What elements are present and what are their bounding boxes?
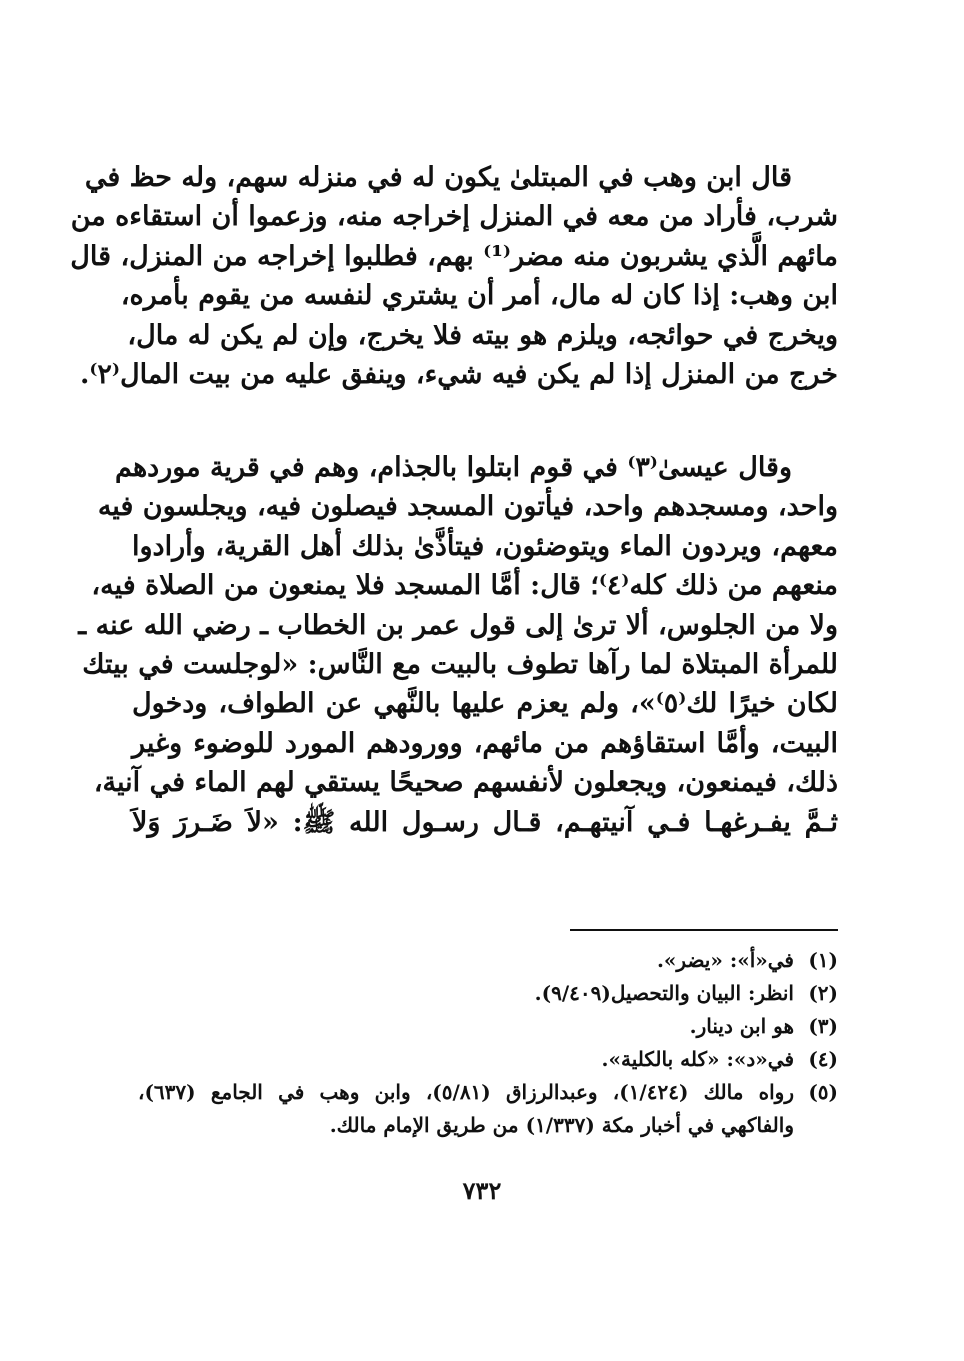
text-line: معهم، ويردون الماء ويتوضئون، فيتأذَّىٰ بذلك أهل القرية، وأرادوا — [132, 530, 838, 562]
footnote-text: رواه مالك (١/٤٢٤)، وعبدالرزاق (٥/٨١)، وابن وهب في الجامع (٦٣٧)، والفاكهي في أخبار مكة (١/٣٣٧) من طريق الإمام مالك. — [138, 1080, 794, 1137]
text-line: شرب، فأراد من معه في المنزل إخراجه منه، وزعموا أن استقاءه من — [70, 201, 838, 233]
footnote-text: انظر: البيان والتحصيل(٩/٤٠٩). — [534, 981, 794, 1005]
footnote-item — [138, 1010, 838, 1043]
footnote-number: (٢) — [808, 981, 838, 1005]
footnote-item — [138, 977, 838, 1010]
text-line: لكان خيرًا لك⁽٥⁾»، ولم يعزم عليها بالنَّهي عن الطواف، ودخول — [132, 688, 838, 720]
page-number: ٧٣٢ — [462, 1176, 502, 1205]
paragraph-2 — [78, 448, 838, 842]
footnote-number: (١) — [808, 948, 838, 972]
text-line: قال ابن وهب في المبتلىٰ يكون له في منزله سهم، وله حظ في — [84, 162, 792, 193]
text-line: ابن وهب: إذا كان له مال، أمر أن يشتري لنفسه من يقوم بأمره، — [120, 280, 838, 312]
footnote-text: هو ابن دينار. — [689, 1014, 794, 1038]
text-line: البيت، وأمَّا استقاؤهم من مائهم، وورودهم المورد للوضوء وغير — [132, 727, 838, 759]
text-line: ويخرج في حوائجه، ويلزم هو بيته فلا يخرج، وإن لم يكن له مال، — [127, 319, 838, 351]
text-line: خرج من المنزل إذا لم يكن فيه شيء، وينفق عليه من بيت المال⁽٢⁾. — [79, 359, 838, 391]
footnote-number: (٤) — [808, 1047, 838, 1071]
text-line: ثـمَّ يفـرغهـا فـي آنيتهـم، قـال رسـول الله ﷺ: «لاَ ضَـررَ وَلاَ — [132, 806, 838, 838]
text-line: واحد، ومسجدهم واحد، فيأتون المسجد فيصلون فيه، ويجلسون فيه — [97, 491, 838, 523]
text-line: ذلك، فيمنعون، ويجعلون لأنفسهم صحيحًا يستقي لهم الماء في آنية، — [93, 767, 838, 799]
text-line: مائهم الَّذي يشربون منه مضر⁽¹⁾ بهم، فطلبوا إخراجه من المنزل، قال — [70, 240, 838, 272]
footnote-text: في«د»: «كله بالكلية». — [601, 1047, 794, 1071]
footnote-text: في«أ»: «يضر». — [656, 948, 794, 972]
footnote-divider — [570, 929, 838, 931]
footnote-item — [138, 1076, 838, 1142]
paragraph-1 — [70, 158, 838, 394]
text-line: ولا من الجلوس، ألا ترىٰ إلى قول عمر بن الخطاب ـ رضي الله عنه ـ — [78, 609, 838, 641]
footnotes — [138, 944, 838, 1142]
footnote-number: (٣) — [808, 1014, 838, 1038]
text-line: منعهم من ذلك كله⁽٤⁾؛ قال: أمَّا المسجد فلا يمنعون من الصلاة فيه، — [91, 570, 838, 602]
footnote-item — [138, 1043, 838, 1076]
text-line: وقال عيسىٰ⁽٣⁾ في قوم ابتلوا بالجذام، وهم في قرية موردهم — [114, 452, 792, 483]
text-line: للمرأة المبتلاة لما رآها تطوف بالبيت مع النَّاس: «لوجلست في بيتك — [82, 649, 838, 681]
footnote-number: (٥) — [808, 1080, 838, 1104]
footnote-item — [138, 944, 838, 977]
